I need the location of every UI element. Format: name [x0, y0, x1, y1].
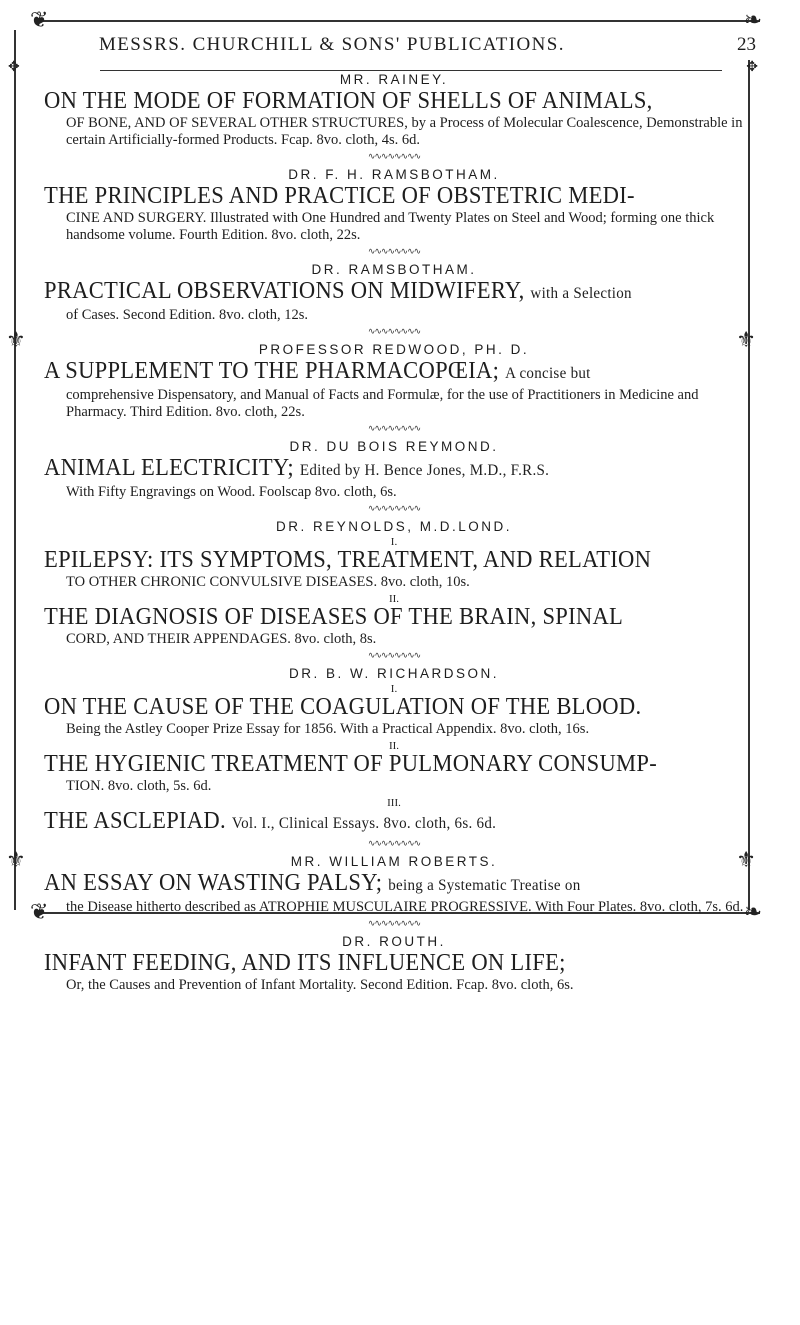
wavy-divider: ∿∿∿∿∿∿∿∿ [367, 246, 421, 256]
author-heading: DR. RAMSBOTHAM. [311, 262, 477, 277]
volume-numeral: II. [388, 593, 400, 605]
work-description: With Fifty Engravings on Wood. Foolscap 8vo. cloth, 6s. [66, 484, 397, 500]
work-title-text: PRACTICAL OBSERVATIONS ON MIDWIFERY, [44, 278, 525, 304]
catalogue-entry [44, 167, 744, 256]
author-heading: MR. WILLIAM ROBERTS. [290, 854, 498, 869]
work-title-text: A SUPPLEMENT TO THE PHARMACOPŒIA; [44, 358, 500, 384]
catalogue-entry [44, 72, 744, 161]
wavy-divider: ∿∿∿∿∿∿∿∿ [367, 326, 421, 336]
volume-numeral: I. [390, 536, 398, 548]
left-upper-ornament-icon: ✥ [8, 59, 20, 75]
page-number: 23 [737, 34, 756, 55]
catalogue-entry [44, 854, 744, 928]
author-heading: PROFESSOR REDWOOD, PH. D. [258, 342, 530, 357]
work-title-continuation: with a Selection [530, 285, 632, 302]
work-title-text: THE ASCLEPIAD. [44, 808, 226, 834]
work-description: Being the Astley Cooper Prize Essay for 1856. With a Practical Appendix. 8vo. cloth, 16s. [66, 721, 590, 737]
work-title [44, 456, 702, 483]
work-title-continuation: A concise but [505, 365, 591, 382]
right-border-rule [748, 60, 750, 910]
left-middle-ornament-icon: ⚜ [6, 328, 26, 353]
wavy-divider: ∿∿∿∿∿∿∿∿ [367, 918, 421, 928]
catalogue-entry [44, 519, 744, 660]
volume-numeral: II. [388, 740, 400, 752]
work-description: TO OTHER CHRONIC CONVULSIVE DISEASES. 8vo. cloth, 10s. [66, 574, 470, 590]
work-title-text: INFANT FEEDING, AND ITS INFLUENCE ON LIFE; [44, 950, 566, 976]
bottom-left-ornament-icon: ❦ [30, 900, 49, 925]
top-right-ornament-icon: ❧ [743, 8, 762, 33]
author-heading: DR. DU BOIS REYMOND. [289, 439, 499, 454]
author-heading: MR. RAINEY. [339, 72, 449, 87]
work-title [44, 605, 702, 630]
work-title-text: EPILEPSY: ITS SYMPTOMS, TREATMENT, AND RELATION [44, 547, 652, 573]
work-title-continuation: being a Systematic Treatise on [388, 877, 581, 894]
work-description: OF BONE, AND OF SEVERAL OTHER STRUCTURES, by a Process of Molecular Coalescence, Demonstrable in certain Artificially-formed Products. Fcap. 8vo. cloth, 4s. 6d. [66, 115, 743, 148]
left-border-rule [14, 30, 16, 910]
catalogue-entry [44, 262, 744, 336]
left-lower-ornament-icon: ⚜ [6, 848, 26, 873]
right-upper-ornament-icon: ✥ [746, 59, 758, 75]
author-heading: DR. ROUTH. [342, 934, 446, 949]
work-title-text: THE DIAGNOSIS OF DISEASES OF THE BRAIN, SPINAL [44, 604, 624, 630]
work-title [44, 752, 702, 777]
volume-numeral: III. [387, 797, 401, 809]
work-description: CINE AND SURGERY. Illustrated with One Hundred and Twenty Plates on Steel and Wood; forming one thick handsome volume. Fourth Edition. 8vo. cloth, 22s. [66, 210, 715, 243]
work-title-text: AN ESSAY ON WASTING PALSY; [44, 870, 383, 896]
running-head [44, 22, 756, 66]
work-title-text: ANIMAL ELECTRICITY; [44, 455, 294, 481]
wavy-divider: ∿∿∿∿∿∿∿∿ [367, 151, 421, 161]
wavy-divider: ∿∿∿∿∿∿∿∿ [367, 503, 421, 513]
author-heading: DR. B. W. RICHARDSON. [288, 666, 499, 681]
work-title-text: ON THE CAUSE OF THE COAGULATION OF THE BLOOD. [44, 694, 642, 720]
catalogue-page [44, 22, 756, 1000]
work-title [44, 279, 702, 306]
right-lower-ornament-icon: ⚜ [736, 848, 756, 873]
top-left-ornament-icon: ❦ [30, 8, 49, 33]
catalogue-entry [44, 342, 744, 433]
work-title-continuation: Vol. I., Clinical Essays. 8vo. cloth, 6s. 6d. [231, 815, 497, 832]
work-description: TION. 8vo. cloth, 5s. 6d. [66, 778, 212, 794]
volume-numeral: I. [390, 683, 398, 695]
catalogue-entry [44, 934, 744, 994]
work-description: Or, the Causes and Prevention of Infant Mortality. Second Edition. Fcap. 8vo. cloth, 6s. [66, 977, 574, 993]
work-description: of Cases. Second Edition. 8vo. cloth, 12s. [66, 307, 309, 323]
work-title [44, 359, 702, 386]
author-heading: DR. F. H. RAMSBOTHAM. [288, 167, 500, 182]
right-middle-ornament-icon: ⚜ [736, 328, 756, 353]
wavy-divider: ∿∿∿∿∿∿∿∿ [367, 650, 421, 660]
work-description: CORD, AND THEIR APPENDAGES. 8vo. cloth, 8s. [66, 631, 377, 647]
work-title [44, 89, 702, 114]
work-description: comprehensive Dispensatory, and Manual of Facts and Formulæ, for the use of Practitioners in Medicine and Pharmacy. Third Edition. 8vo. cloth, 22s. [66, 387, 699, 420]
catalogue-entry [44, 439, 744, 513]
work-title-text: ON THE MODE OF FORMATION OF SHELLS OF ANIMALS, [44, 88, 653, 114]
author-heading: DR. REYNOLDS, M.D.LOND. [275, 519, 513, 534]
wavy-divider: ∿∿∿∿∿∿∿∿ [367, 838, 421, 848]
work-title-text: THE PRINCIPLES AND PRACTICE OF OBSTETRIC MEDI- [44, 183, 635, 209]
running-title: MESSRS. CHURCHILL & SONS' PUBLICATIONS. [99, 34, 565, 55]
work-description: the Disease hitherto described as ATROPHIE MUSCULAIRE PROGRESSIVE. With Four Plates. 8vo. cloth, 7s. 6d. [66, 899, 744, 915]
wavy-divider: ∿∿∿∿∿∿∿∿ [367, 423, 421, 433]
entry-list [44, 72, 744, 994]
work-title [44, 951, 702, 976]
work-title [44, 809, 702, 836]
bottom-right-ornament-icon: ❧ [743, 900, 762, 925]
work-title [44, 871, 702, 898]
work-title [44, 695, 702, 720]
work-title [44, 548, 702, 573]
work-title-text: THE HYGIENIC TREATMENT OF PULMONARY CONSUMP- [44, 751, 658, 777]
work-title [44, 184, 702, 209]
catalogue-entry [44, 666, 744, 848]
work-title-continuation: Edited by H. Bence Jones, M.D., F.R.S. [299, 462, 550, 479]
